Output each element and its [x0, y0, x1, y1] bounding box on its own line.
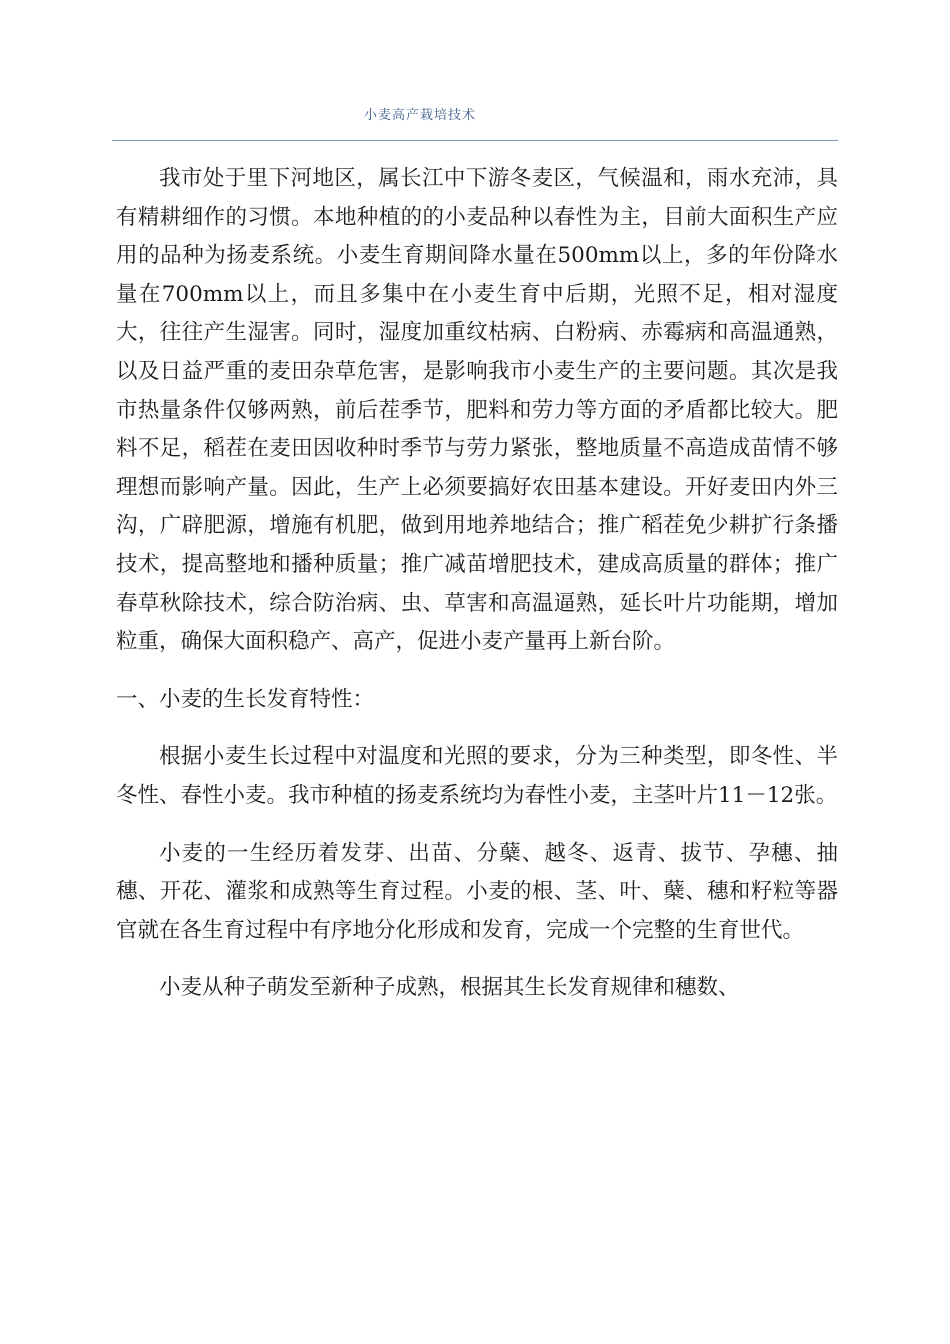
paragraph-intro: 我市处于里下河地区，属长江中下游冬麦区，气候温和，雨水充沛，具有精耕细作的习惯。本地种植的的小麦品种以春性为主，目前大面积生产应用的品种为扬麦系统。小麦生育期间降水量在500mm以上，多的年份降水量在700mm以上，而且多集中在小麦生育中后期，光照不足，相对湿度大，往往产生湿害。同时，湿度加重纹枯病、白粉病、赤霉病和高温通熟，以及日益严重的麦田杂草危害，是影响我市小麦生产的主要问题。其次是我市热量条件仅够两熟，前后茬季节，肥料和劳力等方面的矛盾都比较大。肥料不足，稻茬在麦田因收种时季节与劳力紧张，整地质量不高造成苗情不够理想而影响产量。因此，生产上必须要搞好农田基本建设。开好麦田内外三沟，广辟肥源，增施有机肥，做到用地养地结合；推广稻茬免少耕扩行条播技术，提高整地和播种质量；推广减苗增肥技术，建成高质量的群体；推广春草秋除技术，综合防治病、虫、草害和高温逼熟，延长叶片功能期，增加粒重，确保大面积稳产、高产，促进小麦产量再上新台阶。: [116, 166, 838, 655]
paragraph-life-cycle: 小麦的一生经历着发芽、出苗、分蘖、越冬、返青、拔节、孕穗、抽穗、开花、灌浆和成熟等生育过程。小麦的根、茎、叶、蘖、穗和籽粒等器官就在各生育过程中有序地分化形成和发育，完成一个完整的生育世代。: [116, 840, 838, 943]
header-divider: [112, 140, 838, 141]
running-header-title: 小麦高产栽培技术: [363, 108, 476, 123]
document-body: [116, 160, 838, 1008]
section-heading-growth-characteristics: 一、小麦的生长发育特性：: [116, 686, 375, 712]
paragraph-growth-types: 根据小麦生长过程中对温度和光照的要求，分为三种类型，即冬性、半冬性、春性小麦。我市种植的扬麦系统均为春性小麦，主茎叶片11－12张。: [116, 744, 838, 808]
paragraph-development: 小麦从种子萌发至新种子成熟，根据其生长发育规律和穗数、: [159, 975, 740, 1001]
